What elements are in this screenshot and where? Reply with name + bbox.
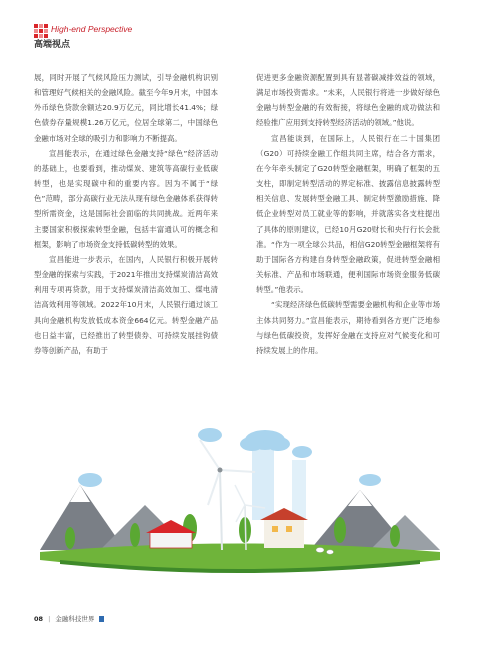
- article-paragraph: 宣昌能谈到，在国际上，人民银行在二十国集团（G20）可持续金融工作组共同主席，结合各方需求，在今年牵头制定了G20转型金融框架，明确了框架的五支柱，即制定转型活动的界定标准、披露信息披露转型相关信息、发展转型金融工具、制定转型激励措施、降低企业转型对员工就业等的影响，并就落实各支柱提出了具体的原则建议，已经10月G20财长和央行行长会批准。“作为一项全球公共品，相信G20转型金融框架将有助于国际各方构建自身转型金融政策，促进转型金融相关标准、产品和市场联通，便利国际市场资金服务低碳转型。”他表示。: [256, 133, 440, 295]
- magazine-name: 金融科技世界: [55, 615, 95, 623]
- article-paragraph: 宣昌能进一步表示，在国内，人民银行积极开展转型金融的探索与实践，于2021年推出支持煤炭清洁高效利用专项再贷款，用于支持煤炭清洁高效加工、煤电清洁高效利用等领域。2022年10月末，人民银行通过该工具向金融机构发放低成本资金664亿元。转型金融产品也日益丰富，已经推出了转型债券、可持续发展挂钩债券等创新产品，有助于: [34, 254, 218, 355]
- article-paragraph: 展，同时开展了气候风险压力测试，引导金融机构识别和管理好气候相关的金融风险。截至今年9月末，中国本外币绿色贷款余额达20.9万亿元，同比增长41.4%；绿色债券存量规模1.26万亿元，位居全球第二，中国绿色金融市场对全球的吸引力和影响力不断提高。: [34, 73, 218, 143]
- footer-separator: |: [48, 615, 51, 623]
- page-footer: [34, 614, 104, 623]
- section-title-cn: 高端视点: [34, 40, 71, 50]
- page-number: 08: [34, 615, 44, 623]
- article-paragraph: 促进更多金融资源配置到具有显著碳减排效益的领域，满足市场投资需求。“未来，人民银行将进一步做好绿色金融与转型金融的有效衔接，将绿色金融的成功做法和经验推广应用到支持转型经济活动的领域。”他说。: [256, 73, 440, 128]
- house-icon: [146, 508, 308, 548]
- article-paragraph: 宣昌能表示，在通过绿色金融支持“绿色”经济活动的基础上，也要看到，推动煤炭、建筑等高碳行业低碳转型，也是实现碳中和的重要内容。因为不属于“绿色”范畴，部分高碳行业无法从现有绿色金融体系获得转型所需资金，这是国际社会面临的共同挑战。近两年来主要国家积极探索转型金融，包括丰富通认可的概念和框架，影响了市场资金支持低碳转型的效果。: [34, 148, 218, 249]
- article-left-column: [34, 70, 218, 358]
- section-logo-icon: [34, 24, 48, 38]
- article-paragraph: “实现经济绿色低碳转型需要金融机构和企业等市场主体共同努力。”宣昌能表示，期待看到各方更广泛地参与绿色低碳投资，发挥好金融在支持应对气候变化和可持续发展上的作用。: [256, 300, 440, 355]
- article-right-column: [256, 70, 440, 358]
- green-city-illustration: [40, 410, 440, 580]
- magazine-mark-icon: [99, 616, 104, 622]
- cloud-icon: [78, 428, 381, 487]
- section-title-en: High-end Perspective: [51, 24, 133, 34]
- rain-columns: [252, 450, 306, 520]
- section-header: [34, 20, 214, 50]
